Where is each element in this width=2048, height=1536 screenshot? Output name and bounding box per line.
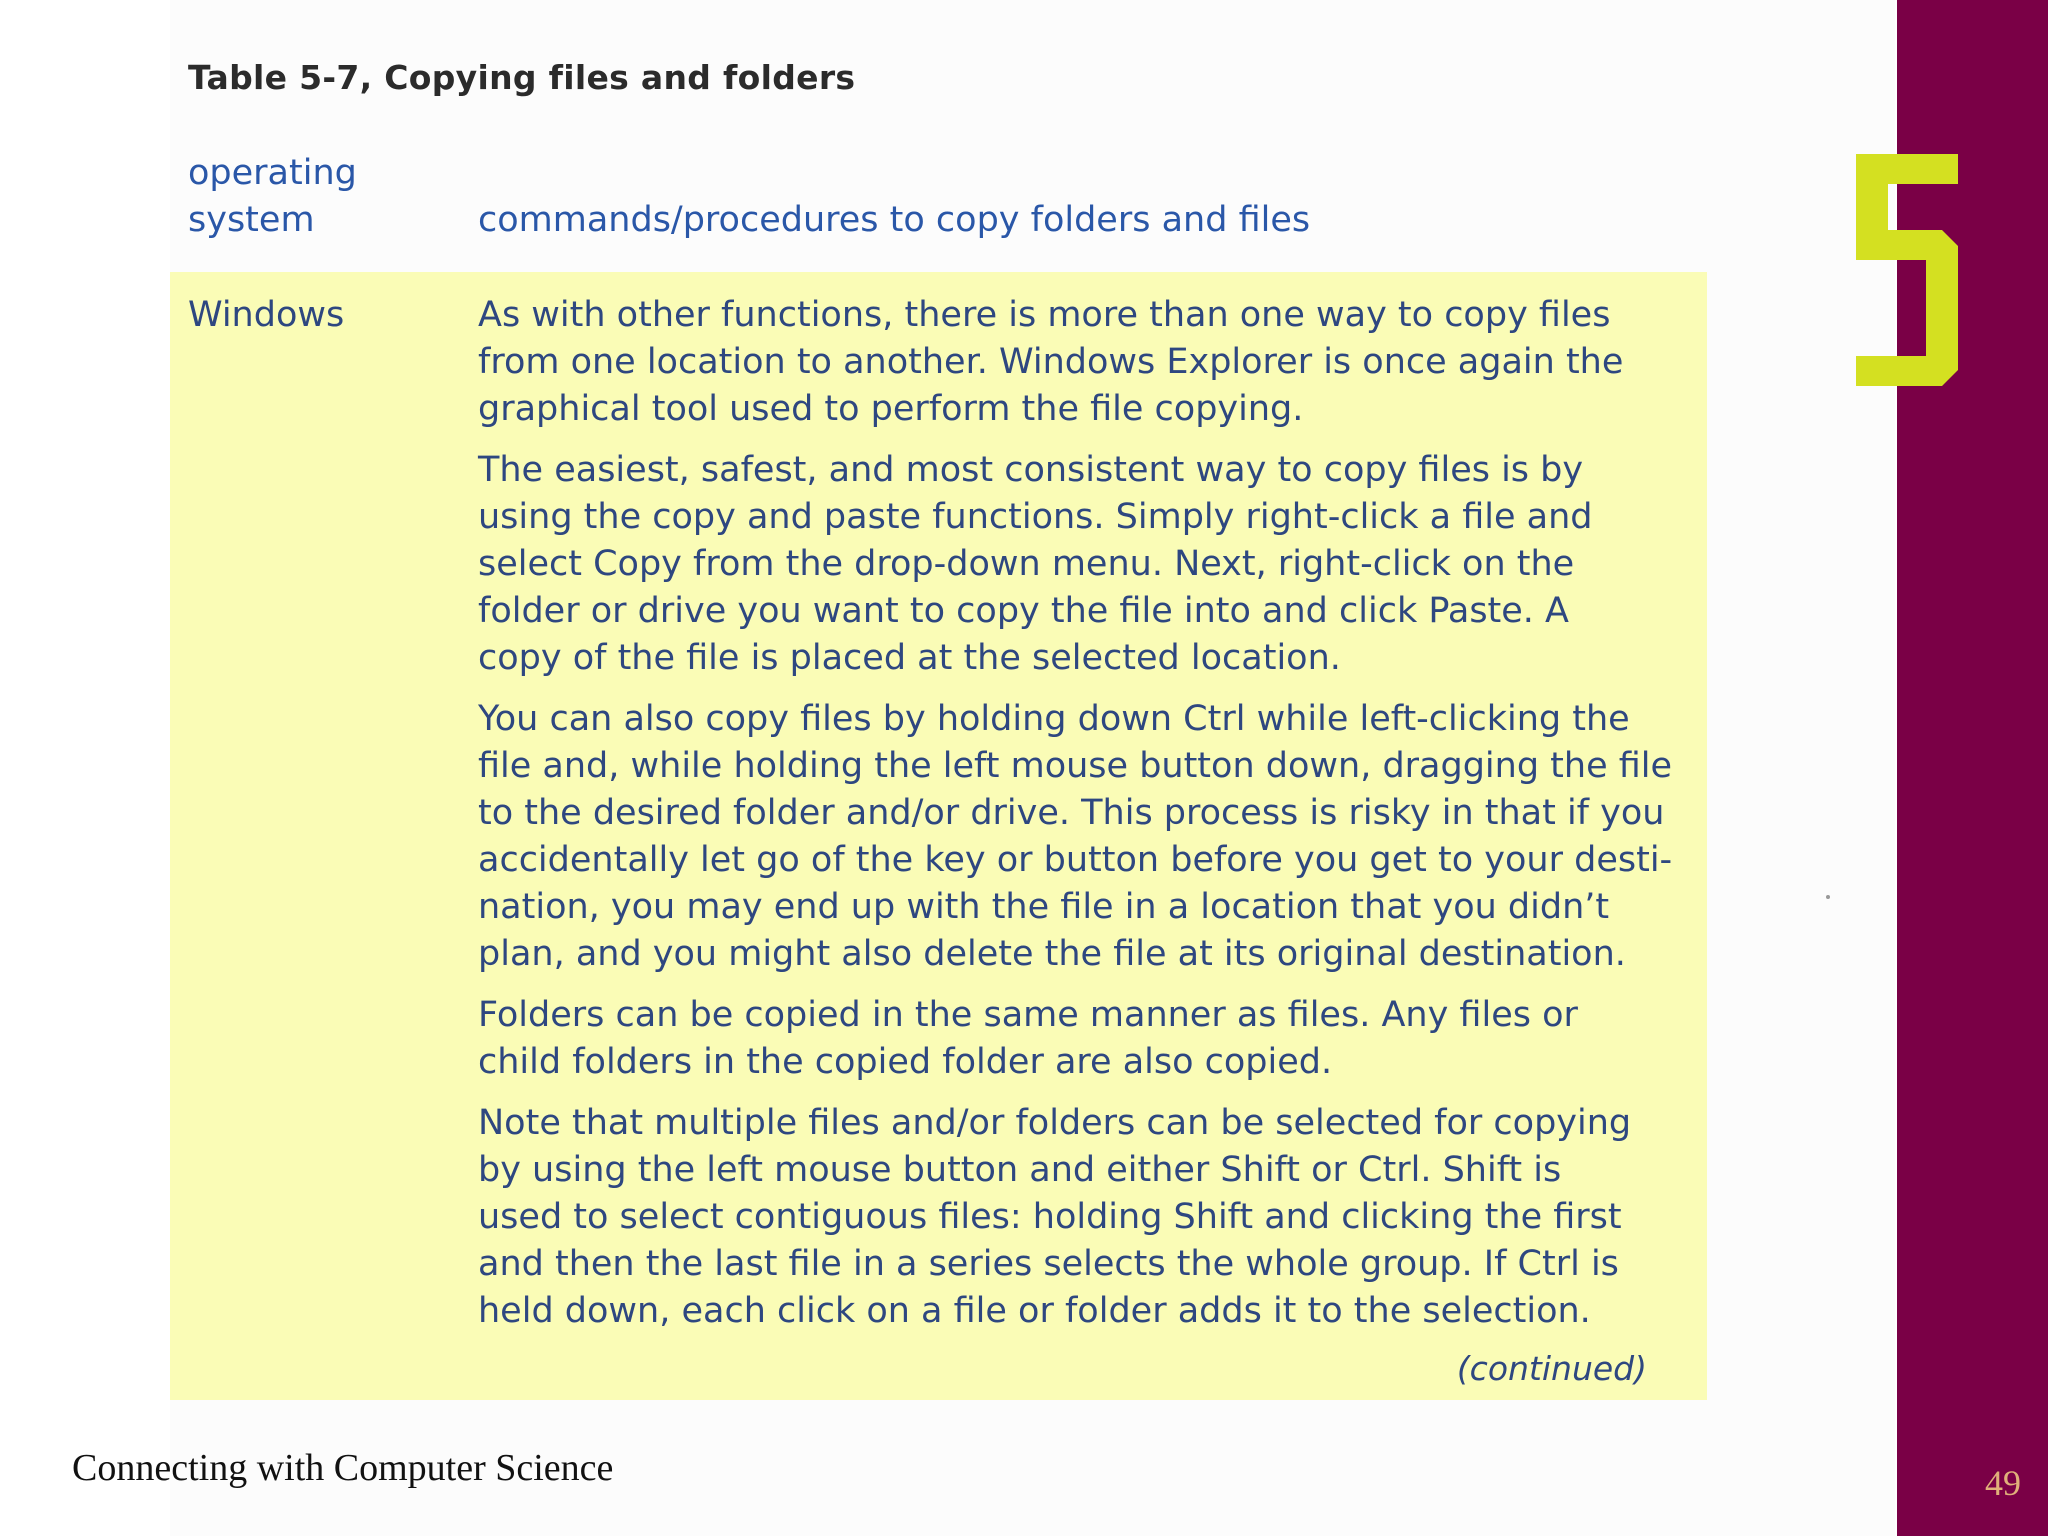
chapter-number-5 — [1852, 150, 1964, 390]
column-header-commands: commands/procedures to copy folders and files — [478, 200, 1311, 240]
paragraph: The easiest, safest, and most consistent way to copy files is by using the copy and paste functions. Simply right-click a file and select Copy from the drop-down menu. Next, right-click on the folder or drive you want to copy the file into and click Paste. A copy of the file is placed at the selected location. — [478, 450, 1593, 678]
paragraph: You can also copy files by holding down Ctrl while left-clicking the file and, while holding the left mouse button down, dragging the file to the desired folder and/or drive. This process is risky in that if you accidentally let go of the key or button before you get to your desti- nation, you may end up with the file in a location that you didn’t plan, and you might also delete the file at its original destination. — [478, 699, 1673, 974]
table-body — [170, 272, 1707, 1400]
page-number: 49 — [1985, 1463, 2021, 1503]
column-header-os: operating system — [188, 153, 357, 240]
footer-text: Connecting with Computer Science — [72, 1447, 614, 1489]
continued-label: (continued) — [1456, 1349, 1647, 1388]
paragraph: Note that multiple files and/or folders can be selected for copying by using the left mouse button and either Shift or Ctrl. Shift is used to select contiguous files: holding Shift and clicking the first and then the last file in a series selects the whole group. If Ctrl is held down, each click on a file or folder adds it to the selection. — [478, 1103, 1632, 1331]
table-title: Table 5-7, Copying files and folders — [188, 58, 856, 97]
commands-cell — [478, 292, 1693, 1349]
os-cell-windows: Windows — [188, 295, 345, 335]
paragraph: Folders can be copied in the same manner as files. Any files or child folders in the copied folder are also copied. — [478, 995, 1578, 1082]
speck — [1826, 895, 1830, 899]
paragraph: As with other functions, there is more than one way to copy files from one location to another. Windows Explorer is once again the graphical tool used to perform the file copying. — [478, 295, 1624, 429]
